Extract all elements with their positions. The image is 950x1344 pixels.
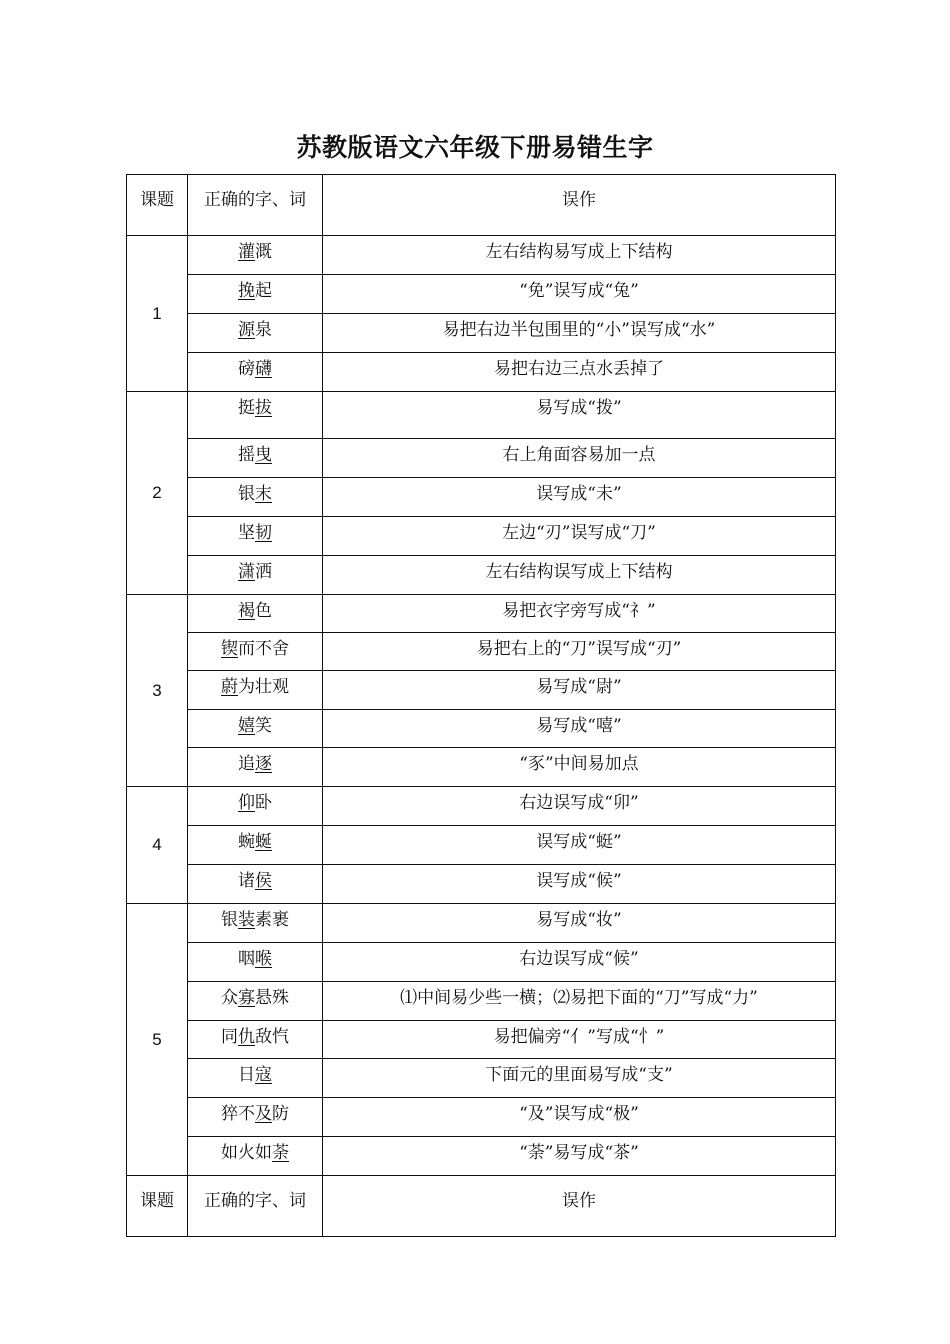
correct-word (188, 904, 322, 931)
correct-word (188, 633, 322, 660)
word-segment: 追 (238, 754, 255, 774)
error-cell (323, 943, 836, 982)
table-row (127, 1021, 836, 1059)
correct-word (188, 314, 322, 341)
correct-word (188, 865, 322, 892)
correct-word-cell (188, 826, 323, 865)
error-cell (323, 671, 836, 710)
word-segment: 而不舍 (238, 639, 289, 659)
correct-word-cell (188, 982, 323, 1021)
error-description: 易写成“嘻” (536, 716, 622, 736)
highlighted-character: 仇 (238, 1027, 255, 1047)
table-row (127, 865, 836, 904)
word-segment: 坚 (238, 523, 255, 543)
lesson-number: 4 (127, 787, 188, 904)
correct-word (188, 275, 322, 302)
correct-word (188, 943, 322, 970)
error-description: “荼”易写成“茶” (519, 1143, 639, 1163)
error-description: 误写成“候” (536, 871, 622, 891)
correct-word-cell (188, 943, 323, 982)
word-segment: 如火如 (221, 1143, 272, 1163)
footer-header-row (127, 1176, 836, 1237)
table-row (127, 478, 836, 517)
highlighted-character: 末 (255, 484, 272, 504)
correct-word (188, 787, 322, 814)
word-segment: 起 (255, 281, 272, 301)
highlighted-character: 拔 (255, 398, 272, 418)
highlighted-character: 寇 (255, 1065, 272, 1085)
correct-word-cell (188, 1021, 323, 1059)
word-segment: 悬殊 (255, 988, 289, 1008)
footer-lesson-label: 课题 (140, 1191, 174, 1211)
correct-word-cell (188, 748, 323, 787)
error-description: 右上角面容易加一点 (502, 445, 656, 465)
word-segment: 同 (221, 1027, 238, 1047)
error-description: 易把右边三点水丢掉了 (494, 359, 664, 379)
correct-word-cell (188, 392, 323, 439)
header-error (323, 175, 836, 236)
table-row (127, 710, 836, 748)
word-segment: 银 (221, 910, 238, 930)
correct-word (188, 1098, 322, 1125)
word-segment: 摇 (238, 445, 255, 465)
highlighted-character: 韧 (255, 523, 272, 543)
error-cell (323, 392, 836, 439)
highlighted-character: 寡 (238, 988, 255, 1008)
word-segment: 笑 (255, 716, 272, 736)
error-description: 误写成“蜓” (536, 832, 622, 852)
error-description: 右边误写成“候” (519, 949, 639, 969)
correct-word-cell (188, 478, 323, 517)
table-row (127, 392, 836, 439)
error-cell (323, 982, 836, 1021)
correct-word (188, 826, 322, 853)
correct-word-cell (188, 904, 323, 943)
correct-word-cell (188, 1059, 323, 1098)
word-segment: 猝不 (221, 1104, 255, 1124)
correct-word (188, 710, 322, 737)
error-cell (323, 748, 836, 787)
table-row (127, 439, 836, 478)
error-cell (323, 517, 836, 556)
header-word (188, 175, 323, 236)
header-lesson (127, 175, 188, 236)
correct-word-cell (188, 275, 323, 314)
error-cell (323, 1098, 836, 1137)
correct-word-cell (188, 439, 323, 478)
footer-word (188, 1176, 323, 1237)
error-cell (323, 710, 836, 748)
table-row (127, 353, 836, 392)
error-description: 易写成“拨” (536, 398, 622, 418)
error-cell (323, 1021, 836, 1059)
error-cell (323, 556, 836, 595)
error-description: 易写成“妆” (536, 910, 622, 930)
word-segment: 洒 (255, 562, 272, 582)
header-row (127, 175, 836, 236)
word-segment: 银 (238, 484, 255, 504)
error-description: 左右结构易写成上下结构 (485, 242, 673, 262)
lesson-number: 5 (127, 904, 188, 1176)
highlighted-character: 曳 (255, 445, 272, 465)
error-cell (323, 787, 836, 826)
correct-word-cell (188, 710, 323, 748)
table-row (127, 787, 836, 826)
error-description: 易把偏旁“亻”写成“忄” (493, 1027, 665, 1047)
word-segment: 日 (238, 1065, 255, 1085)
error-description: 左右结构误写成上下结构 (485, 562, 673, 582)
table-row (127, 275, 836, 314)
word-segment: 为壮观 (238, 677, 289, 697)
table-row (127, 236, 836, 275)
correct-word (188, 392, 322, 419)
correct-word-cell (188, 633, 323, 671)
footer-error (323, 1176, 836, 1237)
footer-word-label: 正确的字、词 (204, 1191, 306, 1211)
highlighted-character: 及 (255, 1104, 272, 1124)
highlighted-character: 褐 (238, 601, 255, 621)
error-description: 右边误写成“卯” (519, 793, 639, 813)
correct-word-cell (188, 556, 323, 595)
correct-word (188, 439, 322, 466)
correct-word-cell (188, 865, 323, 904)
table-row (127, 826, 836, 865)
correct-word (188, 556, 322, 583)
word-segment: 挺 (238, 398, 255, 418)
error-cell (323, 236, 836, 275)
word-segment: 诸 (238, 871, 255, 891)
error-cell (323, 865, 836, 904)
error-cell (323, 595, 836, 633)
error-cell (323, 633, 836, 671)
correct-word (188, 1059, 322, 1086)
highlighted-character: 锲 (221, 639, 238, 659)
header-error-label: 误作 (562, 190, 596, 210)
table-body (127, 175, 836, 1237)
lesson-number: 1 (127, 236, 188, 392)
correct-word (188, 236, 322, 263)
table-row (127, 943, 836, 982)
correct-word (188, 595, 322, 622)
lesson-number: 2 (127, 392, 188, 595)
highlighted-character: 侯 (255, 871, 272, 891)
table-row (127, 517, 836, 556)
correct-word-cell (188, 314, 323, 353)
error-characters-table (126, 174, 836, 1237)
table-row (127, 314, 836, 353)
error-description: 易把衣字旁写成“礻” (502, 601, 656, 621)
word-segment: 敌忾 (255, 1027, 289, 1047)
word-segment: 泉 (255, 320, 272, 340)
error-description: 易写成“尉” (536, 677, 622, 697)
word-segment: 咽 (238, 949, 255, 969)
highlighted-character: 源 (238, 320, 255, 340)
header-word-label: 正确的字、词 (204, 190, 306, 210)
table-row (127, 1137, 836, 1176)
highlighted-character: 逐 (255, 754, 272, 774)
highlighted-character: 仰 (238, 793, 255, 813)
correct-word (188, 1137, 322, 1164)
word-segment: 防 (272, 1104, 289, 1124)
error-cell (323, 353, 836, 392)
highlighted-character: 礴 (255, 359, 272, 379)
error-cell (323, 826, 836, 865)
highlighted-character: 蔚 (221, 677, 238, 697)
error-cell (323, 314, 836, 353)
table-row (127, 671, 836, 710)
correct-word (188, 671, 322, 698)
correct-word (188, 353, 322, 380)
error-cell (323, 1059, 836, 1098)
table-row (127, 748, 836, 787)
correct-word (188, 517, 322, 544)
highlighted-character: 潇 (238, 562, 255, 582)
error-cell (323, 275, 836, 314)
table-row (127, 1059, 836, 1098)
correct-word-cell (188, 595, 323, 633)
error-cell (323, 1137, 836, 1176)
word-segment: 溉 (255, 242, 272, 262)
correct-word-cell (188, 517, 323, 556)
correct-word (188, 478, 322, 505)
lesson-number: 3 (127, 595, 188, 787)
page-title: 苏教版语文六年级下册易错生字 (296, 133, 654, 162)
error-description: “免”误写成“兔” (519, 281, 639, 301)
correct-word-cell (188, 353, 323, 392)
word-segment: 磅 (238, 359, 255, 379)
correct-word-cell (188, 787, 323, 826)
error-description: 下面元的里面易写成“支” (485, 1065, 673, 1085)
highlighted-character: 喉 (255, 949, 272, 969)
correct-word-cell (188, 1137, 323, 1176)
error-cell (323, 904, 836, 943)
correct-word (188, 1021, 322, 1048)
table-row (127, 633, 836, 671)
footer-lesson (127, 1176, 188, 1237)
header-lesson-label: 课题 (140, 190, 174, 210)
table-row (127, 595, 836, 633)
correct-word (188, 748, 322, 775)
correct-word-cell (188, 236, 323, 275)
word-segment: 素裹 (255, 910, 289, 930)
table-row (127, 982, 836, 1021)
error-cell (323, 478, 836, 517)
table-row (127, 904, 836, 943)
word-segment: 蜿 (238, 832, 255, 852)
correct-word-cell (188, 1098, 323, 1137)
word-segment: 卧 (255, 793, 272, 813)
error-description: 易把右边半包围里的“小”误写成“水” (442, 320, 716, 340)
error-description: 易把右上的“刀”误写成“刃” (476, 639, 682, 659)
highlighted-character: 灌 (238, 242, 255, 262)
table-row (127, 556, 836, 595)
word-segment: 众 (221, 988, 238, 1008)
error-description: “及”误写成“极” (519, 1104, 639, 1124)
word-segment: 色 (255, 601, 272, 621)
footer-error-label: 误作 (562, 1191, 596, 1211)
highlighted-character: 蜒 (255, 832, 272, 852)
highlighted-character: 嬉 (238, 716, 255, 736)
error-description: 左边“刃”误写成“刀” (502, 523, 656, 543)
error-description: ⑴中间易少些一横；⑵易把下面的“刀”写成“力” (400, 988, 758, 1008)
highlighted-character: 荼 (272, 1143, 289, 1163)
highlighted-character: 装 (238, 910, 255, 930)
table-row (127, 1098, 836, 1137)
error-description: 误写成“未” (536, 484, 622, 504)
correct-word-cell (188, 671, 323, 710)
error-description: “豕”中间易加点 (519, 754, 639, 774)
correct-word (188, 982, 322, 1009)
highlighted-character: 挽 (238, 281, 255, 301)
error-cell (323, 439, 836, 478)
